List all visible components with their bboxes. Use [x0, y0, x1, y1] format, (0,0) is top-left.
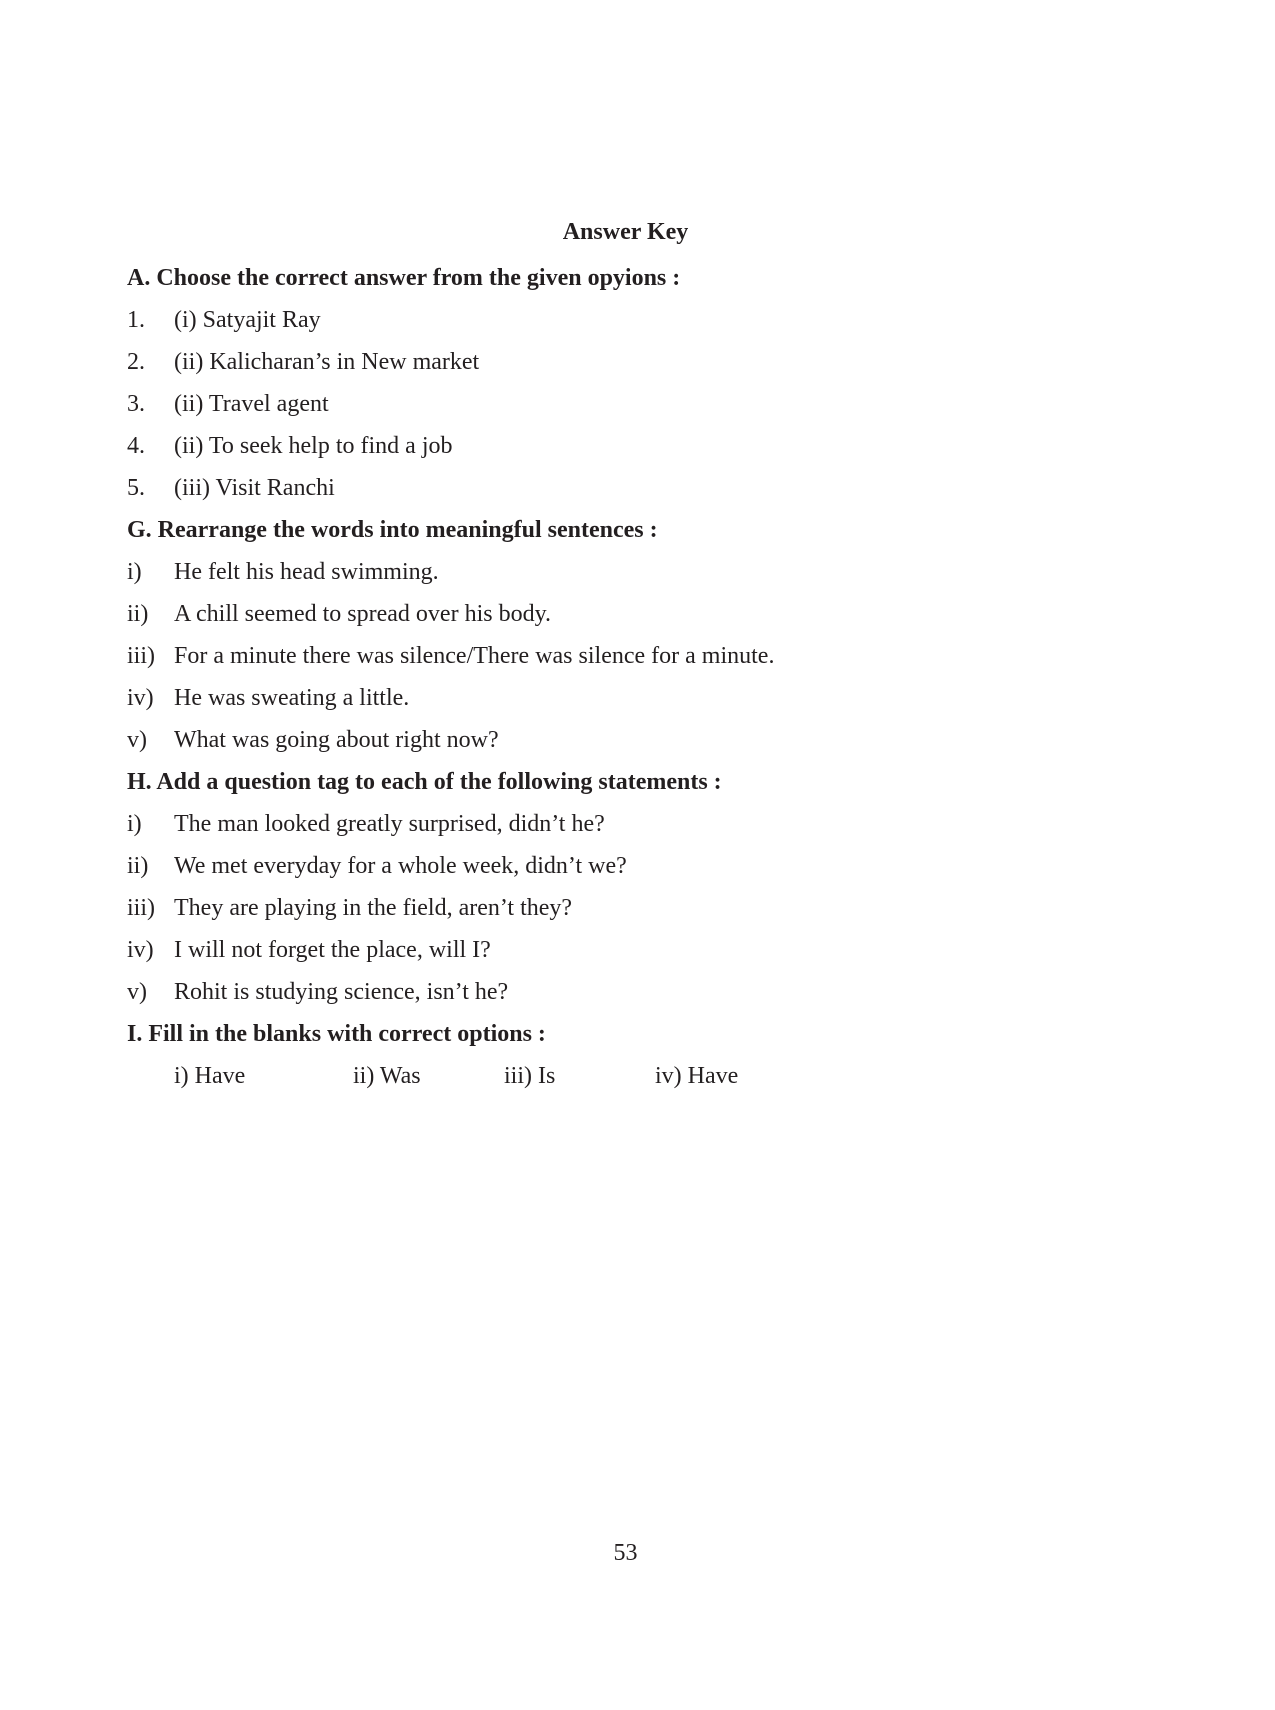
list-item	[127, 299, 1167, 341]
list-item	[127, 677, 1167, 719]
item-text: (ii) To seek help to find a job	[174, 433, 453, 459]
item-text: Rohit is studying science, isn’t he?	[174, 979, 509, 1005]
section-heading: I. Fill in the blanks with correct options :	[127, 1021, 546, 1047]
item-text: He was sweating a little.	[174, 685, 410, 711]
item-text: For a minute there was silence/There was silence for a minute.	[174, 643, 775, 669]
fill-answer: iv) Have	[655, 1063, 739, 1089]
item-marker: ii)	[127, 853, 149, 879]
item-marker: v)	[127, 979, 147, 1005]
page-number: 53	[613, 1540, 638, 1566]
list-item	[127, 635, 1167, 677]
page-title: Answer Key	[562, 219, 689, 245]
list-item	[127, 467, 1167, 509]
item-text: I will not forget the place, will I?	[174, 937, 491, 963]
list-item	[127, 971, 1167, 1013]
item-marker: i)	[127, 559, 142, 585]
list-item	[127, 929, 1167, 971]
item-text: (ii) Travel agent	[174, 391, 329, 417]
item-marker: v)	[127, 727, 147, 753]
list-item	[127, 593, 1167, 635]
item-text: (ii) Kalicharan’s in New market	[174, 349, 480, 375]
item-text: (iii) Visit Ranchi	[174, 475, 335, 501]
list-item	[127, 845, 1167, 887]
fill-answer: i) Have	[174, 1063, 246, 1089]
fill-answer: iii) Is	[504, 1063, 556, 1089]
item-marker: iv)	[127, 937, 154, 963]
item-marker: 5.	[127, 475, 145, 501]
item-marker: iv)	[127, 685, 154, 711]
list-item	[127, 803, 1167, 845]
item-marker: i)	[127, 811, 142, 837]
section-heading: G. Rearrange the words into meaningful sentences :	[127, 517, 658, 543]
section-a	[127, 257, 1167, 509]
section-heading: H. Add a question tag to each of the following statements :	[127, 769, 722, 795]
item-text: A chill seemed to spread over his body.	[174, 601, 552, 627]
item-text: (i) Satyajit Ray	[174, 307, 321, 333]
fill-in-answers	[127, 1055, 1167, 1097]
section-g	[127, 509, 1167, 761]
section-i	[127, 1013, 1167, 1097]
fill-answer: ii) Was	[353, 1063, 421, 1089]
list-item	[127, 341, 1167, 383]
item-text: They are playing in the field, aren’t they?	[174, 895, 573, 921]
item-text: What was going about right now?	[174, 727, 499, 753]
list-item	[127, 551, 1167, 593]
section-heading: A. Choose the correct answer from the given opyions :	[127, 265, 681, 291]
item-marker: iii)	[127, 895, 155, 921]
list-item	[127, 383, 1167, 425]
item-text: We met everyday for a whole week, didn’t we?	[174, 853, 627, 879]
item-marker: iii)	[127, 643, 155, 669]
item-marker: ii)	[127, 601, 149, 627]
section-h	[127, 761, 1167, 1013]
answer-key-content	[127, 257, 1167, 1097]
item-marker: 4.	[127, 433, 145, 459]
item-text: He felt his head swimming.	[174, 559, 439, 585]
item-marker: 1.	[127, 307, 145, 333]
item-marker: 3.	[127, 391, 145, 417]
list-item	[127, 887, 1167, 929]
item-text: The man looked greatly surprised, didn’t he?	[174, 811, 605, 837]
list-item	[127, 719, 1167, 761]
item-marker: 2.	[127, 349, 145, 375]
list-item	[127, 425, 1167, 467]
